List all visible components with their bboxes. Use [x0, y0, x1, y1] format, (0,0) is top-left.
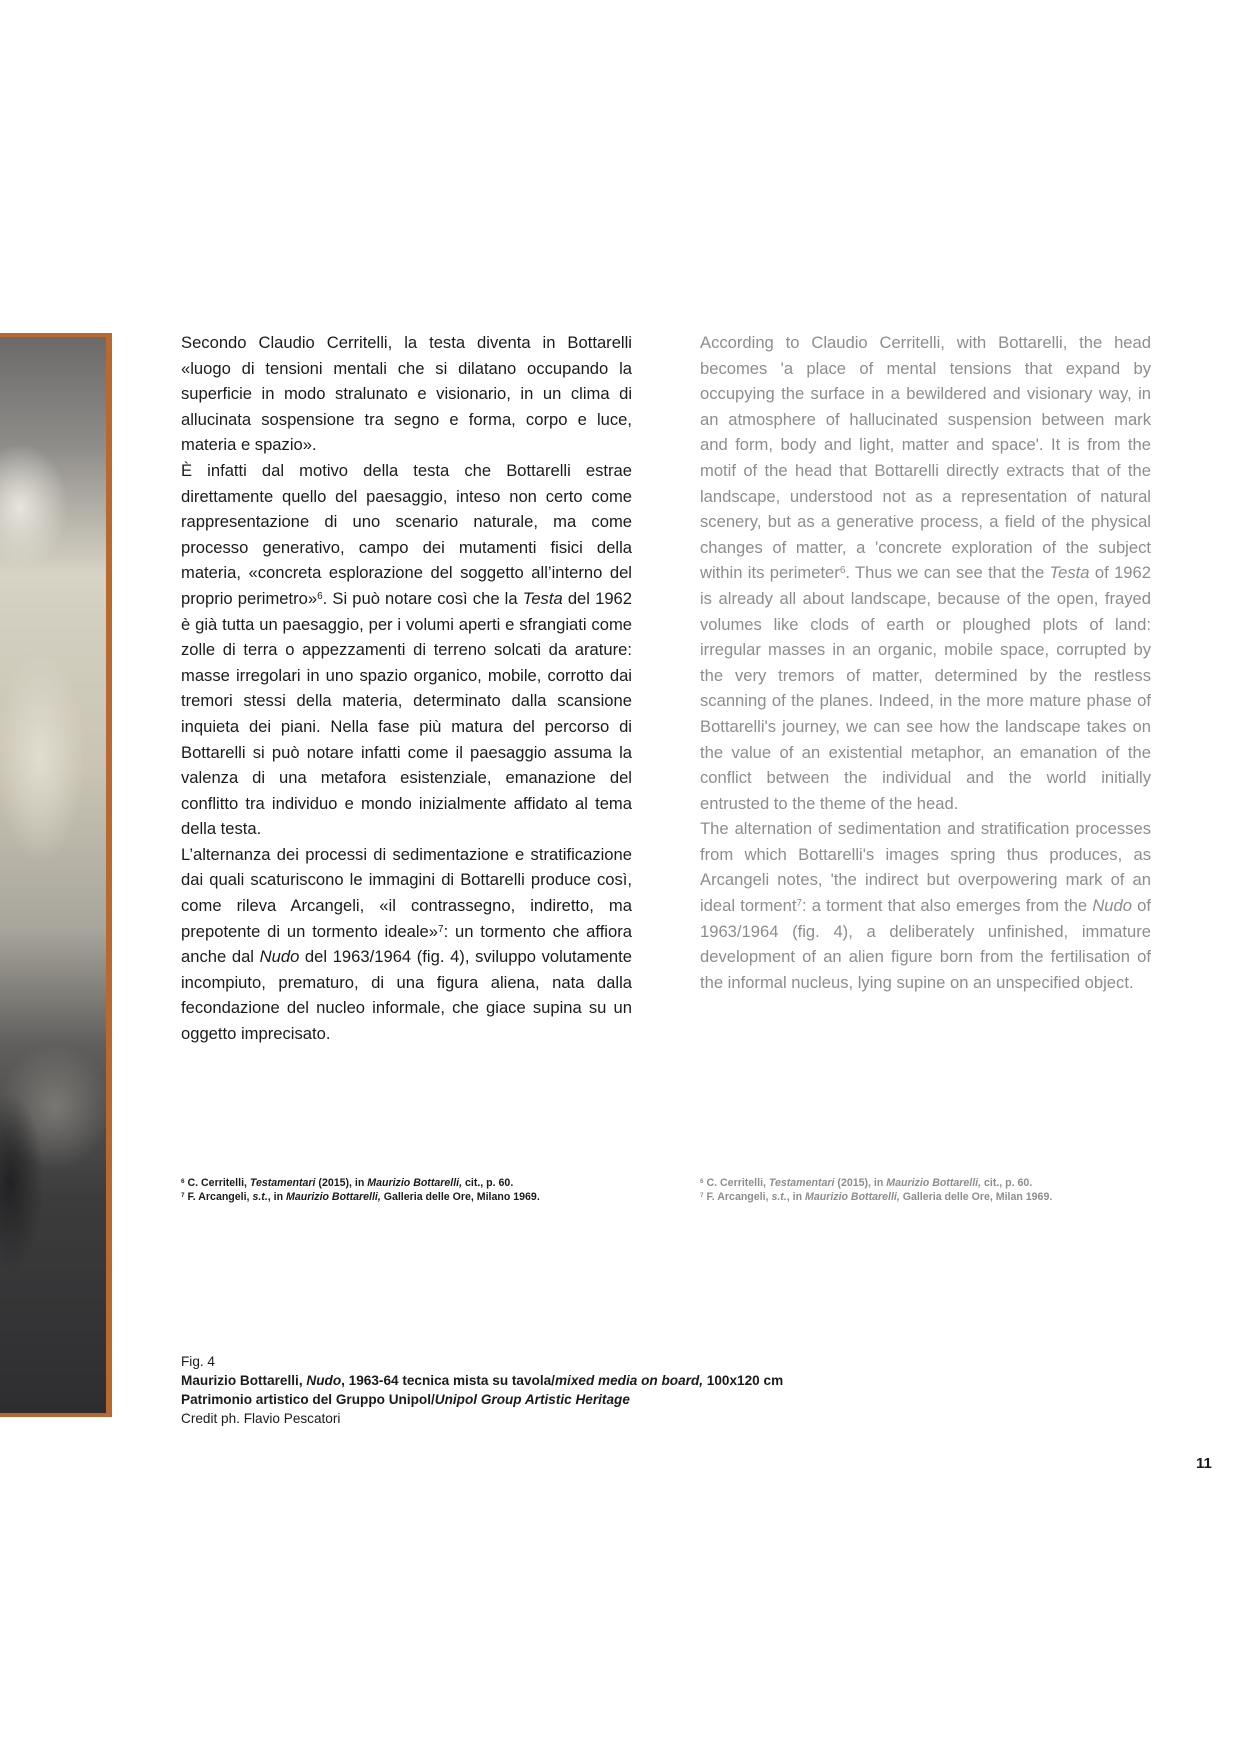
- footnote-6: $^6$ C. Cerritelli, Testamentari (2015), in Maurizio Bottarelli, cit., p. 60.: [700, 1177, 1033, 1189]
- english-paragraph-2: The alternation of sedimentation and stratification processes from which Bottarelli's images spring thus produces, as Arcangeli notes, 'the indirect but overpowering mark of an ideal torment$^7$: a torment that also emerges from the Nudo of 1963/1964 (fig. 4), a deliberately unfinished, immature development of an alien figure born from the fertilisation of the informal nucleus, lying supine on an unspecified object.: [700, 819, 1151, 992]
- footnote-ref-7[interactable]: 7: [796, 898, 803, 910]
- painting-fragment: [0, 333, 112, 1417]
- artwork-line: Maurizio Bottarelli, Nudo, 1963-64 tecnica mista su tavola/mixed media on board, 100x120 cm: [181, 1373, 784, 1388]
- figure-label: Fig. 4: [181, 1354, 215, 1369]
- painting-shadow: [0, 1053, 70, 1313]
- footnote-7: $^7$ F. Arcangeli, s.t., in Maurizio Bottarelli, Galleria delle Ore, Milano 1969.: [181, 1191, 540, 1203]
- english-text-column: [700, 330, 1151, 995]
- italian-paragraph-3: L’alternanza dei processi di sedimentazione e stratificazione dai quali scaturiscono le immagini di Bottarelli produce così, come rileva Arcangeli, «il contrassegno, indiretto, ma prepotente di un tormento ideale»$^7$: un tormento che affiora anche dal Nudo del 1963/1964 (fig. 4), sviluppo volutamente incompiuto, prematuro, di una figura aliena, nata dalla fecondazione del nucleo informale, che giace supina su un oggetto imprecisato.: [181, 844, 632, 1044]
- footnote-ref-6[interactable]: 6: [839, 565, 846, 577]
- footnote-7: $^7$ F. Arcangeli, s.t., in Maurizio Bottarelli, Galleria delle Ore, Milan 1969.: [700, 1191, 1053, 1203]
- page-number: 11: [1196, 1455, 1212, 1472]
- italian-text-column: [181, 330, 632, 1047]
- footnote-6: $^6$ C. Cerritelli, Testamentari (2015), in Maurizio Bottarelli, cit., p. 60.: [181, 1177, 514, 1189]
- english-paragraph-1: According to Claudio Cerritelli, with Bottarelli, the head becomes 'a place of mental tensions that expand by occupying the surface in a bewildered and visionary way, in an atmosphere of hallucinated suspension between mark and form, body and light, matter and space'. It is from the motif of the head that Bottarelli directly extracts that of the landscape, understood not as a representation of natural scenery, but as a generative process, a field of the physical changes of matter, a 'concrete exploration of the subject within its perimeter$^6$. Thus we can see that the Testa of 1962 is already all about landscape, because of the open, frayed volumes like clods of earth or ploughed plots of land: irregular masses in an organic, mobile space, corrupted by the very tremors of matter, determined by the restless scanning of the planes. Indeed, in the more mature phase of Bottarelli's journey, we can see how the landscape takes on the value of an existential metaphor, an emanation of the conflict between the individual and the world initially entrusted to the theme of the head.: [700, 333, 1151, 813]
- footnote-ref-7[interactable]: 7: [438, 923, 444, 935]
- heritage-line: Patrimonio artistico del Gruppo Unipol/Unipol Group Artistic Heritage: [181, 1392, 630, 1407]
- italian-paragraph-2: È infatti dal motivo della testa che Bottarelli estrae direttamente quello del paesaggio, inteso non certo come rappresentazione di uno scenario naturale, ma come processo generativo, campo dei mutamenti fisici della materia, «concreta esplorazione del soggetto all’interno del proprio perimetro»$^6$. Si può notare così che la Testa del 1962 è già tutta un paesaggio, per i volumi aperti e sfrangiati come zolle di terra o appezzamenti di terreno solcati da arature: masse irregolari in uno spazio organico, mobile, corrotto dai tremori stessi della materia, determinato dalla scansione inquieta dei piani. Nella fase più matura del percorso di Bottarelli si può notare infatti come il paesaggio assuma la valenza di una metafora esistenziale, emanazione del conflitto tra individuo e mondo inizialmente affidato al tema della testa.: [181, 460, 633, 839]
- figure-caption: [181, 1352, 783, 1428]
- italian-footnotes: [181, 1176, 641, 1204]
- footnote-ref-6[interactable]: 6: [317, 590, 323, 602]
- italian-paragraph-1: Secondo Claudio Cerritelli, la testa diventa in Bottarelli «luogo di tensioni mentali che si dilatano occupando la superficie in modo stralunato e visionario, in un clima di allucinata sospensione tra segno e forma, corpo e luce, materia e spazio».: [181, 333, 632, 455]
- photo-credit: Credit ph. Flavio Pescatori: [181, 1411, 341, 1426]
- english-footnotes: [700, 1176, 1160, 1204]
